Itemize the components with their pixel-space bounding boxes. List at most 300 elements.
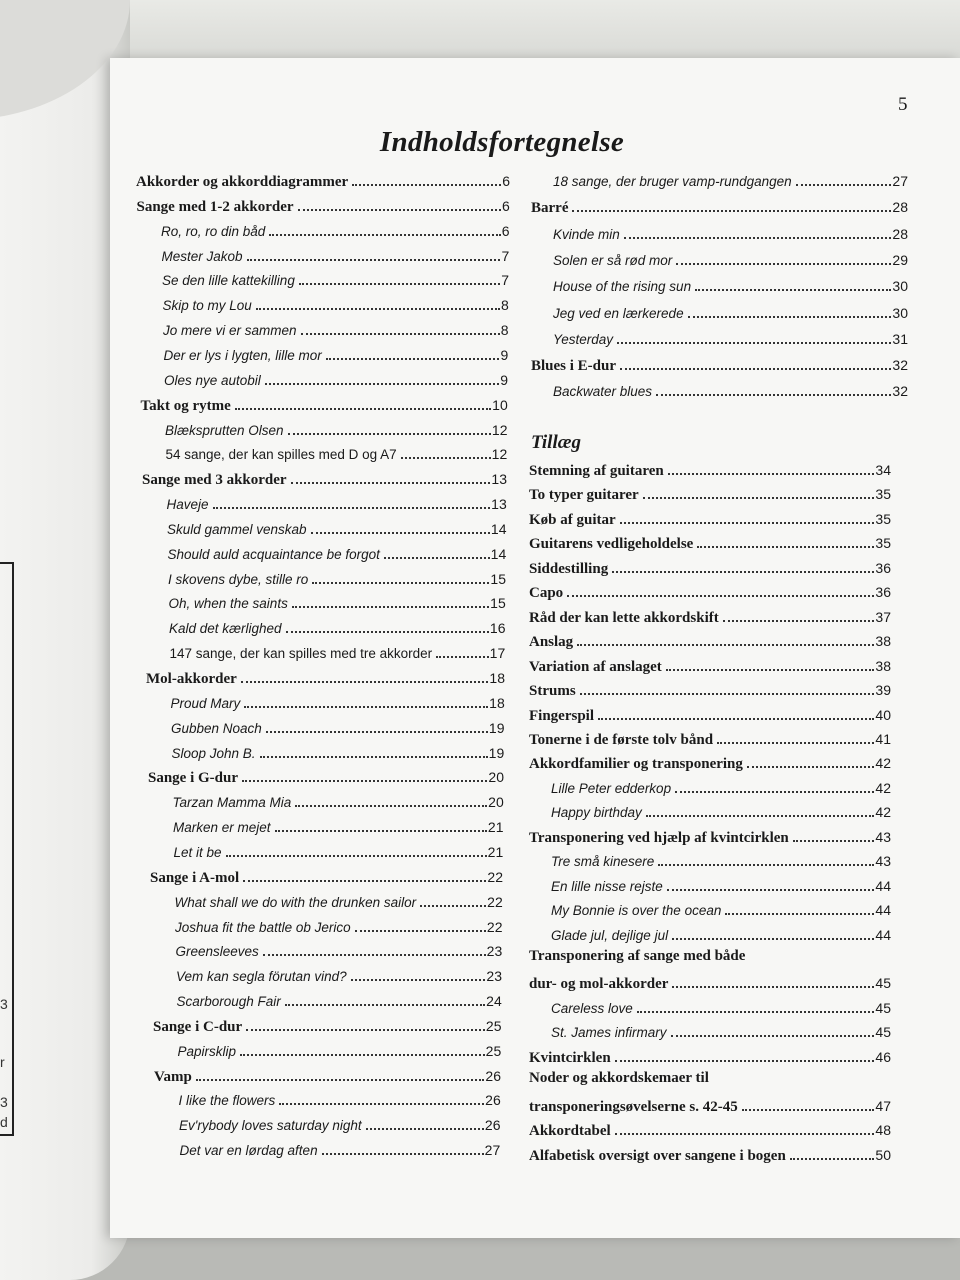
toc-entry-page: 43	[875, 828, 891, 845]
toc-entry-page: 26	[484, 1117, 501, 1134]
toc-entry-title: Køb af guitar	[529, 511, 616, 528]
toc-entry	[148, 766, 504, 786]
left-page-fragment: 3	[0, 1094, 8, 1110]
toc-dot-leader	[742, 1095, 875, 1111]
toc-entry-page: 46	[875, 1048, 891, 1065]
toc-entry-title: Stemning af guitaren	[529, 463, 664, 479]
toc-dot-leader	[672, 972, 874, 988]
toc-entry-title: Oh, when the saints	[168, 596, 288, 612]
toc-entry-page: 40	[875, 706, 891, 723]
toc-dot-leader	[624, 223, 892, 239]
toc-entry-title: Skuld gammel venskab	[167, 521, 307, 537]
toc-dot-leader	[326, 344, 500, 360]
toc-dot-leader	[246, 1015, 485, 1031]
toc-entry	[173, 816, 504, 836]
toc-entry-page: 36	[875, 559, 891, 576]
toc-dot-leader	[646, 801, 875, 817]
toc-entry	[167, 518, 507, 538]
toc-entry	[171, 692, 505, 712]
toc-entry	[146, 667, 505, 687]
toc-dot-leader	[697, 532, 874, 548]
toc-dot-leader	[612, 557, 874, 573]
toc-entry-page: 30	[892, 304, 908, 321]
toc-entry-page: 15	[490, 595, 506, 612]
toc-dot-leader	[436, 642, 489, 658]
toc-entry-page: 34	[875, 462, 891, 478]
toc-entry-page: 27	[892, 173, 908, 189]
toc-entry	[529, 581, 891, 601]
toc-entry-page: 26	[485, 1067, 501, 1084]
toc-dot-leader	[366, 1114, 484, 1130]
toc-dot-leader	[643, 483, 875, 499]
toc-entry	[529, 679, 891, 699]
toc-dot-leader	[725, 899, 874, 915]
toc-entry-page: 41	[875, 730, 891, 747]
toc-entry-title: Happy birthday	[551, 805, 642, 821]
toc-entry-page: 18	[489, 670, 505, 686]
toc-entry-page: 20	[488, 794, 504, 811]
toc-dot-leader	[671, 1021, 875, 1037]
toc-dot-leader	[615, 1046, 875, 1062]
toc-entry	[168, 568, 506, 588]
toc-entry	[551, 997, 891, 1017]
toc-entry-title: Scarborough Fair	[176, 994, 281, 1010]
toc-entry-page: 12	[491, 446, 508, 463]
toc-entry-title: Capo	[529, 585, 564, 602]
toc-dot-leader	[269, 220, 500, 236]
toc-entry-page: 19	[488, 719, 505, 736]
toc-entry-page: 28	[892, 225, 908, 242]
toc-dot-leader	[213, 493, 491, 509]
toc-entry	[137, 195, 510, 215]
toc-dot-leader	[658, 850, 874, 866]
toc-dot-leader	[747, 752, 875, 768]
toc-entry	[173, 791, 504, 811]
toc-entry-page: 19	[488, 744, 505, 761]
toc-entry	[170, 642, 506, 662]
toc-entry-title: Akkorder og akkorddiagrammer	[136, 174, 349, 190]
left-page-fragment: d	[0, 1114, 8, 1130]
toc-entry-title: Sange i G-dur	[148, 770, 239, 787]
toc-entry	[529, 728, 891, 748]
toc-entry	[551, 801, 891, 821]
toc-entry-title: Proud Mary	[170, 695, 241, 711]
toc-entry-page: 30	[892, 278, 908, 295]
toc-entry-page: 43	[875, 853, 891, 870]
toc-dot-leader	[288, 419, 491, 435]
toc-entry-title: I skovens dybe, stille ro	[168, 571, 309, 587]
left-page-box	[0, 562, 14, 1136]
toc-dot-leader	[796, 170, 892, 186]
toc-dot-leader	[311, 518, 490, 534]
toc-entry-title: Vem kan segla förutan vind?	[176, 969, 347, 985]
toc-dot-leader	[247, 245, 501, 261]
toc-entry	[529, 459, 891, 479]
toc-entry	[142, 468, 507, 488]
toc-entry-title: Jeg ved en lærkerede	[553, 305, 684, 321]
toc-entry	[531, 196, 908, 216]
toc-entry-title: House of the rising sun	[553, 279, 692, 295]
toc-entry-page: 47	[875, 1097, 891, 1114]
toc-entry-page: 8	[500, 322, 509, 339]
toc-entry	[161, 220, 510, 240]
toc-entry-title: Lille Peter edderkop	[551, 780, 672, 796]
toc-dot-leader	[241, 667, 489, 683]
toc-entry-title: Solen er så rød mor	[553, 252, 673, 268]
toc-entry	[529, 483, 891, 503]
toc-entry	[531, 354, 908, 374]
toc-dot-leader	[256, 294, 500, 310]
appendix-heading: Tillæg	[531, 432, 581, 453]
toc-dot-leader	[260, 742, 488, 758]
toc-entry-title: Greensleeves	[175, 944, 259, 960]
toc-entry-title: Kvinde min	[553, 226, 620, 242]
toc-entry	[178, 1040, 502, 1060]
toc-entry-title: Careless love	[551, 1000, 633, 1016]
toc-entry-page: 14	[490, 520, 507, 537]
toc-dot-leader	[351, 965, 486, 981]
toc-entry-title: Ro, ro, ro din båd	[161, 223, 266, 239]
toc-entry-page: 31	[892, 330, 908, 347]
toc-entry	[551, 777, 891, 797]
toc-entry-page: 10	[492, 396, 508, 413]
toc-entry-page: 36	[875, 584, 891, 601]
toc-entry	[551, 924, 891, 944]
toc-entry	[553, 328, 908, 348]
toc-entry-title: En lille nisse rejste	[551, 878, 663, 894]
toc-dot-leader	[567, 581, 874, 597]
toc-entry-page: 13	[491, 496, 507, 513]
toc-entry	[529, 630, 891, 650]
toc-entry-page: 14	[490, 545, 507, 562]
toc-dot-leader	[672, 924, 874, 940]
toc-dot-leader	[401, 443, 491, 459]
toc-entry-title: Backwater blues	[553, 384, 653, 400]
toc-entry	[529, 1070, 891, 1090]
toc-dot-leader	[226, 841, 487, 857]
toc-entry	[553, 302, 908, 322]
toc-entry	[529, 1144, 891, 1164]
toc-entry-page: 6	[502, 173, 510, 189]
toc-entry-title: transponeringsøvelserne s. 42-45	[529, 1098, 738, 1115]
toc-entry-title: Siddestilling	[529, 560, 609, 577]
toc-entry	[529, 948, 891, 968]
toc-entry	[529, 1046, 891, 1066]
toc-entry-page: 39	[875, 682, 891, 699]
toc-entry-page: 25	[485, 1042, 502, 1059]
left-page-fragment: 3	[0, 996, 8, 1012]
toc-entry-title: 54 sange, der kan spilles med D og A7	[165, 447, 397, 463]
toc-entry-page: 6	[501, 222, 510, 239]
toc-entry-title: Der er lys i lygten, lille mor	[163, 347, 322, 363]
toc-entry-title: Let it be	[173, 844, 222, 860]
toc-entry-title: Sloop John B.	[171, 745, 256, 761]
toc-dot-leader	[667, 875, 875, 891]
toc-dot-leader	[291, 468, 491, 484]
toc-dot-leader	[572, 196, 891, 212]
toc-dot-leader	[285, 990, 485, 1006]
toc-entry-title: Fingerspil	[529, 707, 595, 724]
toc-entry	[529, 704, 891, 724]
toc-dot-leader	[620, 508, 875, 524]
toc-entry-page: 16	[489, 620, 506, 637]
toc-entry	[529, 972, 891, 992]
toc-entry-page: 6	[501, 197, 510, 214]
toc-dot-leader	[615, 1119, 875, 1135]
toc-entry-title: Tre små kinesere	[551, 854, 655, 870]
toc-entry-title: Variation af anslaget	[529, 658, 662, 675]
toc-entry	[154, 1065, 501, 1085]
toc-entry	[163, 319, 509, 339]
toc-entry	[153, 1015, 502, 1035]
toc-entry	[529, 752, 891, 772]
toc-entry-title: Vamp	[154, 1068, 192, 1085]
toc-entry-page: 44	[875, 926, 891, 943]
toc-entry-title: Anslag	[529, 634, 574, 651]
toc-entry	[175, 891, 503, 911]
toc-dot-leader	[695, 275, 891, 291]
toc-entry-title: Se den lille kattekilling	[162, 273, 295, 289]
toc-entry	[553, 249, 908, 269]
toc-entry	[162, 245, 510, 265]
toc-entry-title: Guitarens vedligeholdelse	[529, 536, 694, 553]
toc-entry-title: Blæksprutten Olsen	[165, 422, 284, 438]
toc-entry-page: 37	[875, 608, 891, 625]
toc-entry-title: Sange med 1-2 akkorder	[136, 198, 294, 215]
toc-entry	[169, 592, 506, 612]
toc-entry-title: 147 sange, der kan spilles med tre akkorder	[169, 646, 433, 662]
toc-entry-page: 22	[486, 918, 503, 935]
toc-entry-page: 38	[875, 657, 891, 674]
toc-entry-title: Blues i E-dur	[531, 358, 617, 375]
toc-entry-page: 42	[875, 779, 891, 796]
toc-entry	[166, 443, 508, 463]
toc-entry-title: I like the flowers	[178, 1093, 276, 1109]
toc-entry	[177, 990, 502, 1010]
toc-entry	[136, 170, 510, 190]
toc-entry-title: Råd der kan lette akkordskift	[529, 609, 719, 626]
toc-dot-leader	[275, 816, 487, 832]
toc-entry-title: Kvintcirklen	[529, 1049, 611, 1066]
toc-entry	[180, 1139, 501, 1159]
toc-entry	[529, 532, 891, 552]
toc-entry-title: dur- og mol-akkorder	[529, 976, 669, 993]
toc-entry-title: To typer guitarer	[529, 487, 639, 504]
toc-entry	[168, 543, 507, 563]
toc-dot-leader	[235, 394, 491, 410]
toc-entry-page: 13	[491, 471, 507, 488]
toc-entry	[551, 875, 891, 895]
toc-entry	[164, 344, 509, 364]
toc-dot-leader	[263, 940, 486, 956]
toc-entry-title: Oles nye autobil	[164, 372, 261, 388]
toc-entry-page: 45	[875, 1024, 891, 1041]
toc-entry-title: Det var en lørdag aften	[179, 1143, 318, 1159]
toc-entry-title: Takt og rytme	[140, 397, 231, 414]
toc-dot-leader	[675, 777, 874, 793]
toc-entry	[165, 419, 508, 439]
toc-entry-title: Alfabetisk oversigt over sangene i bogen	[529, 1147, 786, 1164]
toc-entry-title: Yesterday	[553, 331, 614, 347]
toc-entry	[175, 916, 503, 936]
toc-entry	[141, 394, 508, 414]
toc-dot-leader	[793, 826, 875, 842]
toc-entry	[553, 275, 908, 295]
toc-entry-title: Marken er mejet	[173, 820, 271, 836]
toc-entry-page: 15	[490, 570, 506, 587]
toc-dot-leader	[299, 269, 500, 285]
toc-entry	[162, 269, 509, 289]
toc-entry-page: 17	[489, 645, 506, 662]
toc-entry-page: 21	[487, 819, 504, 836]
toc-dot-leader	[384, 543, 490, 559]
left-page-fragment: r	[0, 1054, 5, 1070]
toc-dot-leader	[355, 916, 486, 932]
toc-entry-page: 7	[501, 272, 509, 289]
toc-dot-leader	[240, 1040, 485, 1056]
toc-entry	[529, 606, 891, 626]
toc-entry-title: Papirsklip	[177, 1043, 237, 1059]
toc-entry-page: 35	[875, 510, 891, 527]
toc-entry	[163, 294, 509, 314]
toc-dot-leader	[637, 997, 875, 1013]
toc-entry-title: Glade jul, dejlige jul	[551, 927, 669, 943]
toc-entry-page: 42	[875, 804, 891, 821]
toc-entry-page: 23	[486, 943, 503, 960]
toc-entry	[179, 1089, 501, 1109]
toc-dot-leader	[298, 195, 501, 211]
toc-entry-title: Mol-akkorder	[146, 671, 237, 687]
toc-dot-leader	[295, 791, 487, 807]
toc-entry-title: Ev'rybody loves saturday night	[179, 1118, 362, 1134]
toc-entry	[529, 655, 891, 675]
toc-entry-page: 23	[486, 968, 502, 985]
toc-dot-leader	[301, 319, 500, 335]
toc-entry-page: 9	[500, 346, 509, 363]
toc-entry-page: 44	[875, 877, 891, 894]
toc-entry-title: Should auld acquaintance be forgot	[167, 546, 380, 562]
toc-entry-title: My Bonnie is over the ocean	[551, 903, 722, 919]
toc-entry-title: Jo mere vi er sammen	[163, 323, 297, 339]
toc-dot-leader	[676, 249, 891, 265]
toc-entry-page: 28	[892, 199, 908, 216]
toc-entry	[529, 508, 891, 528]
book-page	[110, 58, 960, 1238]
toc-dot-leader	[617, 328, 891, 344]
toc-entry-title: Strums	[529, 683, 576, 700]
toc-entry	[551, 1021, 891, 1041]
toc-entry-page: 38	[875, 633, 891, 650]
toc-entry	[167, 493, 507, 513]
toc-entry-page: 45	[875, 975, 891, 992]
toc-entry-title: Tarzan Mamma Mia	[172, 795, 292, 811]
toc-dot-leader	[577, 630, 874, 646]
toc-entry-title: 18 sange, der bruger vamp-rundgangen	[553, 174, 792, 189]
toc-entry-page: 8	[500, 297, 509, 314]
toc-entry-page: 22	[487, 893, 503, 910]
toc-entry	[176, 940, 503, 960]
toc-entry	[179, 1114, 501, 1134]
toc-dot-leader	[265, 369, 499, 385]
toc-entry-page: 9	[500, 371, 508, 388]
toc-entry-title: Barré	[531, 200, 569, 217]
toc-dot-leader	[196, 1065, 485, 1081]
toc-entry-title: Haveje	[166, 497, 209, 513]
toc-entry	[169, 617, 506, 637]
toc-entry-page: 42	[875, 755, 891, 772]
toc-entry	[529, 557, 891, 577]
toc-dot-leader	[598, 704, 874, 720]
toc-dot-leader	[266, 717, 488, 733]
toc-entry-title: Sange i A-mol	[150, 869, 240, 886]
toc-entry-title: Sange i C-dur	[153, 1018, 243, 1035]
toc-dot-leader	[666, 655, 875, 671]
toc-dot-leader	[420, 891, 486, 907]
toc-entry-page: 29	[892, 251, 908, 268]
toc-entry-page: 44	[875, 902, 891, 919]
toc-entry-title: Transponering ved hjælp af kvintcirklen	[529, 829, 789, 846]
toc-dot-leader	[279, 1089, 484, 1105]
toc-entry-title: Akkordfamilier og transponering	[529, 756, 743, 773]
toc-entry	[164, 369, 508, 389]
toc-dot-leader	[322, 1139, 484, 1155]
toc-entry-page: 21	[487, 843, 504, 860]
toc-entry-page: 32	[892, 383, 908, 400]
toc-entry	[150, 866, 503, 886]
toc-entry	[551, 850, 891, 870]
toc-entry-title: Akkordtabel	[529, 1123, 611, 1140]
toc-entry-page: 35	[875, 486, 891, 503]
toc-dot-leader	[352, 170, 501, 186]
toc-entry	[172, 742, 505, 762]
toc-entry-page: 24	[486, 993, 502, 1010]
toc-dot-leader	[292, 592, 489, 608]
toc-entry-title: Noder og akkordskemaer til	[529, 1070, 709, 1087]
toc-entry	[171, 717, 505, 737]
toc-entry	[174, 841, 504, 861]
toc-entry	[553, 170, 908, 190]
toc-dot-leader	[312, 568, 489, 584]
toc-entry-page: 32	[892, 357, 908, 374]
toc-dot-leader	[286, 617, 489, 633]
toc-entry-title: Joshua fit the battle ob Jerico	[175, 919, 351, 935]
toc-entry-page: 7	[501, 247, 510, 264]
toc-dot-leader	[242, 766, 487, 782]
toc-entry-title: Gubben Noach	[171, 720, 262, 736]
toc-dot-leader	[656, 380, 891, 396]
toc-dot-leader	[244, 692, 488, 708]
toc-entry-title: Transponering af sange med både	[529, 948, 746, 964]
toc-dot-leader	[688, 302, 892, 318]
toc-dot-leader	[620, 354, 891, 370]
toc-dot-leader	[243, 866, 486, 882]
toc-dot-leader	[668, 459, 875, 475]
toc-entry-title: Kald det kærlighed	[169, 621, 282, 637]
toc-entry	[553, 380, 908, 400]
toc-dot-leader	[717, 728, 874, 744]
toc-entry-title: Mester Jakob	[161, 248, 243, 264]
toc-entry-page: 27	[484, 1142, 501, 1159]
toc-entry	[551, 899, 891, 919]
toc-entry-title: Skip to my Lou	[162, 298, 252, 314]
toc-entry-title: What shall we do with the drunken sailor	[174, 894, 417, 910]
toc-entry-page: 22	[487, 868, 503, 885]
toc-entry-page: 12	[491, 421, 508, 438]
toc-entry-title: Tonerne i de første tolv bånd	[529, 731, 714, 748]
toc-entry-page: 50	[875, 1146, 891, 1163]
toc-entry-page: 48	[875, 1122, 891, 1139]
toc-entry-page: 20	[488, 769, 504, 786]
